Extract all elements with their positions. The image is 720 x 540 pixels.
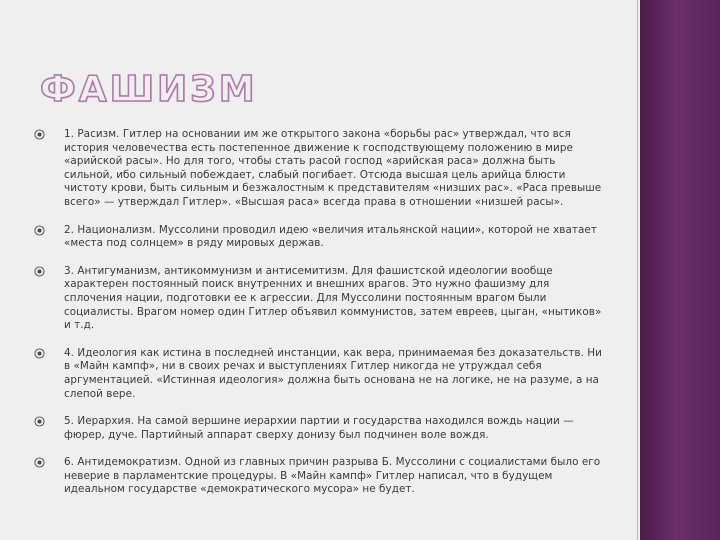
bullet-text: 2. Национализм. Муссолини проводил идею «величия итальянской нации», которой не хватает «места под солнцем» в ряду мировых держав. (64, 223, 597, 250)
slide-title: ФАШИЗМ (40, 69, 258, 110)
bullet-item-4 (34, 347, 606, 401)
circle-target-icon (34, 266, 45, 277)
bullet-item-6 (34, 456, 606, 497)
bullet-text: 4. Идеология как истина в последней инстанции, как вера, принимаемая без доказательств. Ни в «Майн кампф», ни в своих речах и выступлениях Гитлер никогда не утруждал себя аргументацией. «Истинная идеология» должна быть основана не на логике, не на разуме, а на слепой вере. (64, 346, 602, 400)
circle-target-icon (34, 348, 45, 359)
circle-target-icon (34, 225, 45, 236)
side-divider (637, 0, 638, 540)
bullet-item-2 (34, 224, 606, 251)
bullet-text: 5. Иерархия. На самой вершине иерархии партии и государства находился вождь нации — фюрер, дуче. Партийный аппарат сверху донизу был подчинен воле вождя. (64, 415, 574, 441)
bullet-item-1 (34, 128, 606, 210)
circle-target-icon (34, 129, 45, 140)
bullet-text: 6. Антидемократизм. Одной из главных причин разрыва Б. Муссолини с социалистами было его неверие в парламентские процедуры. В «Майн кампф» Гитлер написал, что в будущем идеальном государстве «демократического мусора» не будет. (64, 456, 601, 496)
side-decor-panel (640, 0, 720, 540)
bullet-item-5 (34, 415, 606, 442)
circle-target-icon (34, 416, 45, 427)
circle-target-icon (34, 457, 45, 468)
bullet-text: 1. Расизм. Гитлер на основании им же открытого закона «борьбы рас» утверждал, что вся история человечества есть постепенное движение к господствующему положению в мире «арийской расы». Но для того, чтобы стать расой господ «арийская раса» должна быть сильной, ибо сильный побеждает, слабый погибает. Отсюда высшая цель арийца блюсти чистоту крови, быть сильным и безжалостным к представителям «низших рас». «Раса превыше всего» — утверждал Гитлер». «Высшая раса» всегда права в отношении «низшей расы». (64, 128, 602, 208)
bullet-text: 3. Антигуманизм, антикоммунизм и антисемитизм. Для фашистской идеологии вообще характерен постоянный поиск внутренних и внешних врагов. Это нужно фашизму для сплочения нации, подготовки ее к агрессии. Для Муссолини постоянным врагом были социалисты. Врагом номер один Гитлер объявил коммунистов, затем евреев, цыган, «нытиков» и т.д. (64, 264, 602, 332)
bullet-item-3 (34, 265, 606, 333)
bullet-list (34, 128, 606, 497)
